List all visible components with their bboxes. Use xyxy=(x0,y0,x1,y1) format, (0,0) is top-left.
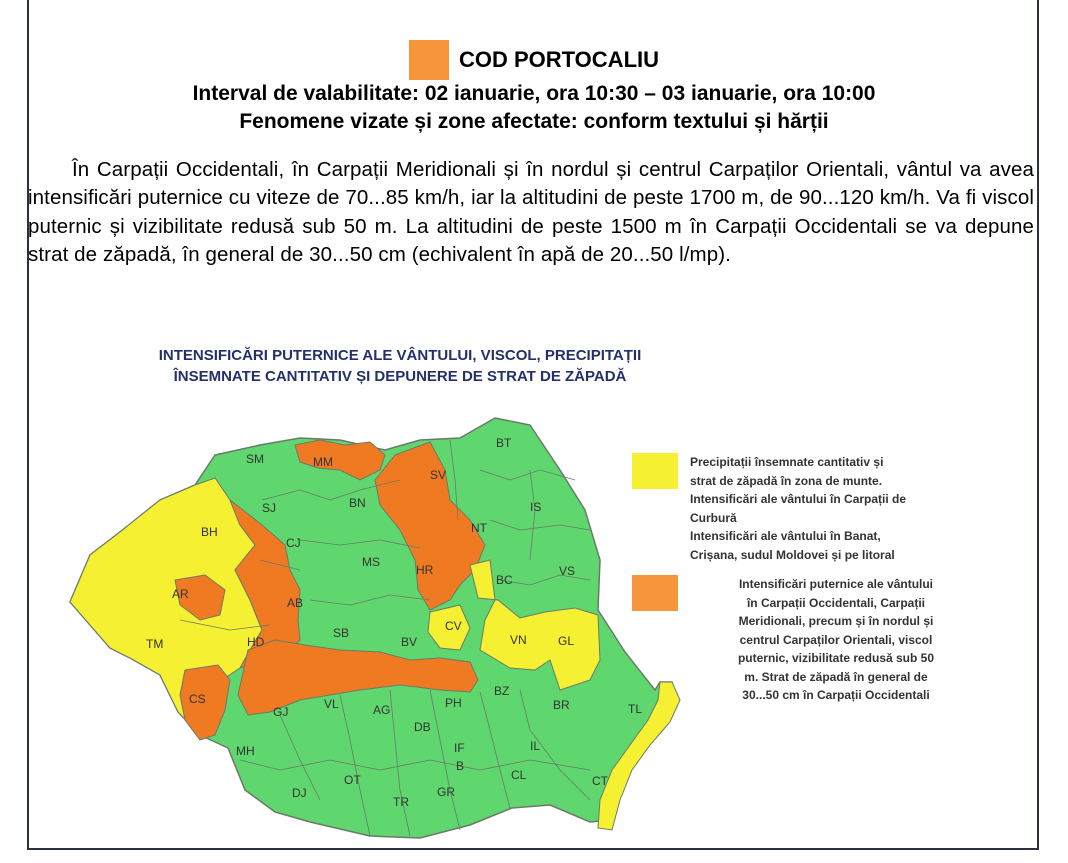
county-label-tm: TM xyxy=(146,637,164,651)
county-label-gj: GJ xyxy=(273,705,289,719)
legend-orange-line: în Carpații Occidentali, Carpații xyxy=(746,595,926,610)
legend-orange-line: centrul Carpaților Orientali, viscol xyxy=(739,632,933,647)
county-label-ar: AR xyxy=(172,587,189,601)
county-label-sj: SJ xyxy=(262,501,277,515)
county-label-mm: MM xyxy=(313,455,333,469)
county-label-vn: VN xyxy=(510,633,527,647)
warning-code: COD PORTOCALIU xyxy=(458,47,660,72)
county-label-il: IL xyxy=(530,739,541,753)
county-label-cv: CV xyxy=(445,619,462,633)
county-label-cj: CJ xyxy=(286,536,301,550)
county-label-ph: PH xyxy=(445,696,462,710)
legend-yellow-line: Precipitații însemnate cantitativ și xyxy=(690,455,884,469)
county-label-cl: CL xyxy=(511,768,527,782)
county-label-cs: CS xyxy=(189,692,206,706)
map-title-line2: ÎNSEMNATE CANTITATIV ȘI DEPUNERE DE STRAT DE ZĂPADĂ xyxy=(173,368,627,385)
county-label-tr: TR xyxy=(393,795,409,809)
legend-yellow-line: strat de zăpadă în zona de munte. xyxy=(690,473,883,488)
legend-orange-text xyxy=(686,575,986,705)
county-label-ab: AB xyxy=(287,596,304,610)
county-label-bh: BH xyxy=(201,525,218,539)
legend-orange xyxy=(632,575,986,705)
legend-yellow-line: Intensificări ale vântului în Banat, xyxy=(690,529,881,543)
county-label-vs: VS xyxy=(559,564,576,578)
legend-orange-line: m. Strat de zăpadă în general de xyxy=(744,669,928,684)
county-label-hr: HR xyxy=(416,563,434,577)
map-title-line1: INTENSIFICĂRI PUTERNICE ALE VÂNTULUI, VISCOL, PRECIPITAȚII xyxy=(158,347,642,364)
validity-interval: Interval de valabilitate: 02 ianuarie, ora 10:30 – 03 ianuarie, ora 10:00 xyxy=(192,82,876,105)
county-label-gl: GL xyxy=(558,634,575,648)
county-label-db: DB xyxy=(414,720,431,734)
county-label-ag: AG xyxy=(373,703,391,717)
legend-orange-line: 30...50 cm în Carpații Occidentali xyxy=(742,688,930,702)
legend-orange-line: puternic, vizibilitate redusă sub 50 xyxy=(737,651,935,665)
county-label-is: IS xyxy=(530,500,542,514)
county-label-gr: GR xyxy=(437,785,455,799)
county-label-bc: BC xyxy=(496,573,513,587)
county-label-sb: SB xyxy=(333,626,350,640)
county-label-bz: BZ xyxy=(494,684,510,698)
legend-yellow-line: Intensificări ale vântului în Carpații de xyxy=(690,492,907,506)
county-label-tl: TL xyxy=(628,702,643,716)
county-label-mh: MH xyxy=(236,744,255,758)
legend-yellow-text xyxy=(690,453,906,564)
legend-yellow-line: Curbură xyxy=(690,510,737,525)
county-label-bt: BT xyxy=(496,436,512,450)
county-label-ct: CT xyxy=(592,774,608,788)
county-label-bv: BV xyxy=(401,635,418,649)
county-label-ot: OT xyxy=(344,773,361,787)
legend-yellow-swatch xyxy=(632,453,678,489)
county-label-br: BR xyxy=(553,698,570,712)
county-label-dj: DJ xyxy=(292,786,307,800)
county-label-vl: VL xyxy=(324,697,339,711)
legend-orange-swatch xyxy=(632,575,678,611)
warning-description: În Carpații Occidentali, în Carpații Meridionali și în nordul și centrul Carpaților Orientali, vântul va avea intensificări puternice cu viteze de 70...85 km/h, iar la altitudini de peste 1700 m, de 90...120 km/h. Va fi viscol puternic și vizibilitate redusă sub 50 m. La altitudini de peste 1500 m în Carpații Occidentali se va depune strat de zăpadă, în general de 30...50 cm (echivalent în apă de 20...50 l/mp). xyxy=(28,158,1034,267)
county-label-nt: NT xyxy=(471,521,487,535)
county-label-hd: HD xyxy=(247,635,265,649)
county-label-sv: SV xyxy=(430,468,447,482)
county-label-sm: SM xyxy=(246,452,264,466)
legend-yellow xyxy=(632,453,906,564)
legend-orange-line: Intensificări puternice ale vântului xyxy=(738,577,934,591)
legend-yellow-line: Crișana, sudul Moldovei și pe litoral xyxy=(690,547,895,562)
legend-orange-line: Meridionali, precum și în nordul și xyxy=(738,614,934,628)
county-label-b: B xyxy=(456,759,465,773)
county-label-if: IF xyxy=(454,741,465,755)
county-label-bn: BN xyxy=(349,496,366,510)
county-label-ms: MS xyxy=(362,555,380,569)
phenomena-line: Fenomene vizate și zone afectate: conform textului și hărții xyxy=(239,110,829,133)
